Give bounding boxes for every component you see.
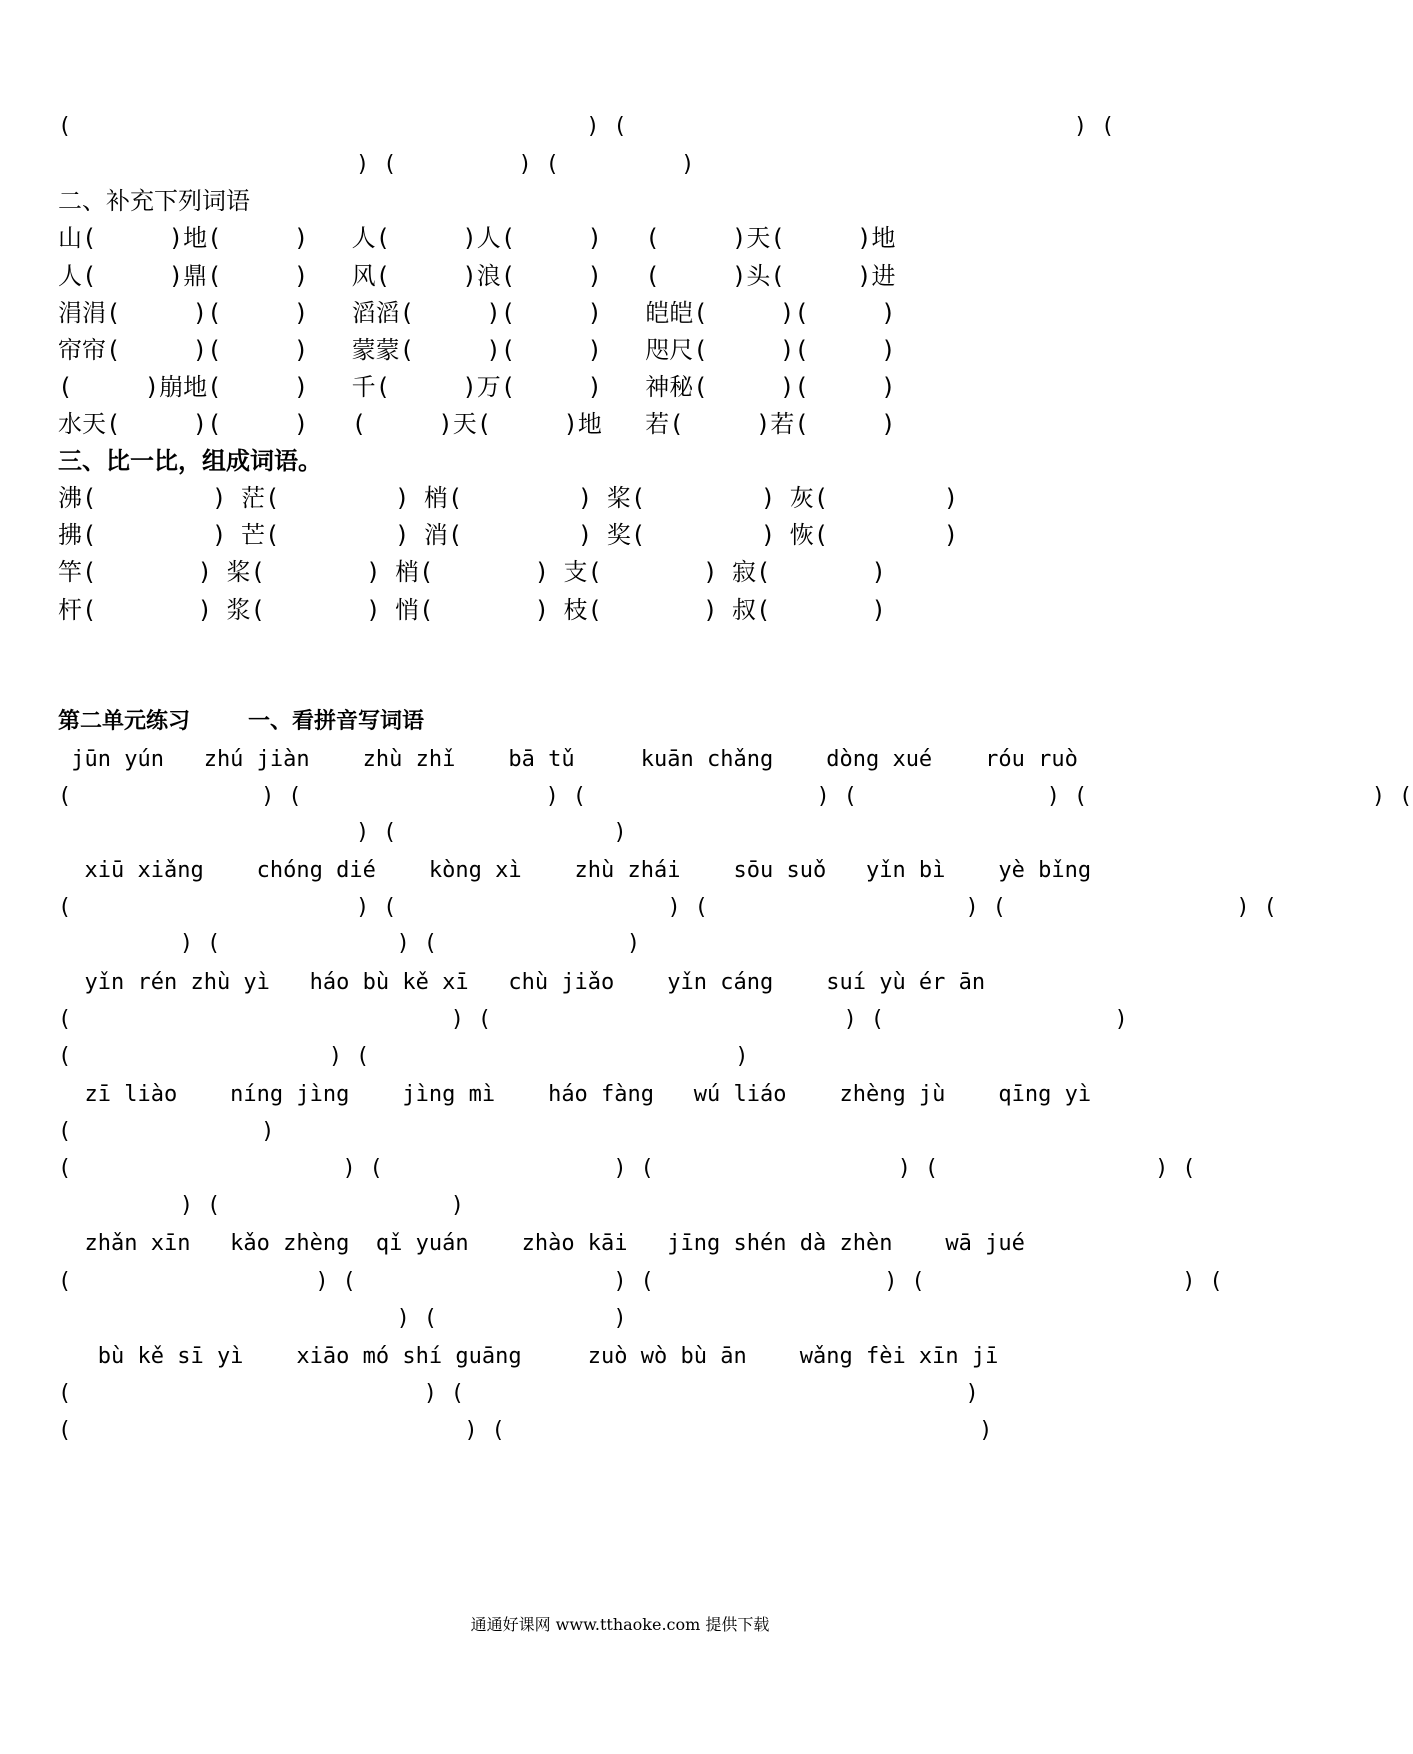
- fill-blank-row[interactable]: 涓涓( )( ) 滔滔( )( ) 皑皑( )( ): [58, 299, 896, 327]
- answer-blank-line[interactable]: ( ) ( ) ( ) ( ) (: [58, 1156, 1196, 1181]
- compare-word-row[interactable]: 竿( ) 桨( ) 梢( ) 支( ) 寂( ): [58, 558, 887, 586]
- answer-blank-line[interactable]: ( ) ( ) ( ) ( ) (: [58, 1269, 1223, 1294]
- answer-blank-line[interactable]: ( ) ( ) (: [58, 114, 1115, 139]
- answer-blank-line[interactable]: ( ) ( ) ( ) ( ) ( ) (: [58, 784, 1413, 809]
- compare-word-row[interactable]: 拂( ) 芒( ) 消( ) 奖( ) 恢( ): [58, 521, 959, 549]
- fill-blank-row[interactable]: ( )崩地( ) 千( )万( ) 神秘( )( ): [58, 373, 896, 401]
- answer-blank-line[interactable]: ( ) ( ) ( ) ( ) (: [58, 895, 1278, 920]
- answer-blank-line[interactable]: ( ) ( ): [58, 1418, 993, 1443]
- compare-word-row[interactable]: 杆( ) 浆( ) 悄( ) 枝( ) 叔( ): [58, 596, 887, 624]
- pinyin-prompt-line: bù kě sī yì xiāo mó shí guāng zuò wò bù ān wǎng fèi xīn jī: [58, 1344, 999, 1369]
- pinyin-prompt-line: yǐn rén zhù yì háo bù kě xī chù jiǎo yǐn cáng suí yù ér ān: [58, 970, 986, 995]
- answer-blank-line[interactable]: ) ( ): [58, 1193, 465, 1218]
- fill-blank-row[interactable]: 水天( )( ) ( )天( )地 若( )若( ): [58, 410, 896, 438]
- section-heading-supplement-words: 二、补充下列词语: [58, 187, 250, 215]
- fill-blank-row[interactable]: 帘帘( )( ) 蒙蒙( )( ) 咫尺( )( ): [58, 336, 896, 364]
- pinyin-task-heading: 一、看拼音写词语: [248, 709, 425, 734]
- answer-blank-line[interactable]: ( ) ( ): [58, 1044, 749, 1069]
- answer-blank-line[interactable]: ) ( ) ( ): [58, 931, 641, 956]
- section-heading-compare-words: 三、比一比，组成词语。: [58, 447, 322, 475]
- pinyin-prompt-line: jūn yún zhú jiàn zhù zhǐ bā tǔ kuān chǎng dòng xué róu ruò: [58, 747, 1078, 772]
- answer-blank-line[interactable]: ( ) ( ): [58, 1381, 980, 1406]
- fill-blank-row[interactable]: 山( )地( ) 人( )人( ) ( )天( )地: [58, 224, 896, 252]
- answer-blank-line[interactable]: ( ) ( ) ( ): [58, 1007, 1129, 1032]
- pinyin-prompt-line: zī liào níng jìng jìng mì háo fàng wú liáo zhèng jù qīng yì: [58, 1082, 1092, 1107]
- download-source-footer: 通通好课网 www.tthaoke.com 提供下载: [470, 1615, 770, 1634]
- pinyin-prompt-line: zhǎn xīn kǎo zhèng qǐ yuán zhào kāi jīng shén dà zhèn wā jué: [58, 1231, 1025, 1256]
- answer-blank-line[interactable]: ) ( ): [58, 820, 627, 845]
- answer-blank-line[interactable]: ) ( ): [58, 1306, 627, 1331]
- pinyin-prompt-line: xiū xiǎng chóng dié kòng xì zhù zhái sōu suǒ yǐn bì yè bǐng: [58, 858, 1092, 883]
- answer-blank-line[interactable]: ( ): [58, 1119, 275, 1144]
- answer-blank-line[interactable]: ) ( ) ( ): [58, 152, 695, 177]
- fill-blank-row[interactable]: 人( )鼎( ) 风( )浪( ) ( )头( )进: [58, 262, 896, 290]
- unit-two-title: 第二单元练习: [58, 709, 191, 734]
- compare-word-row[interactable]: 沸( ) 茫( ) 梢( ) 桨( ) 灰( ): [58, 484, 959, 512]
